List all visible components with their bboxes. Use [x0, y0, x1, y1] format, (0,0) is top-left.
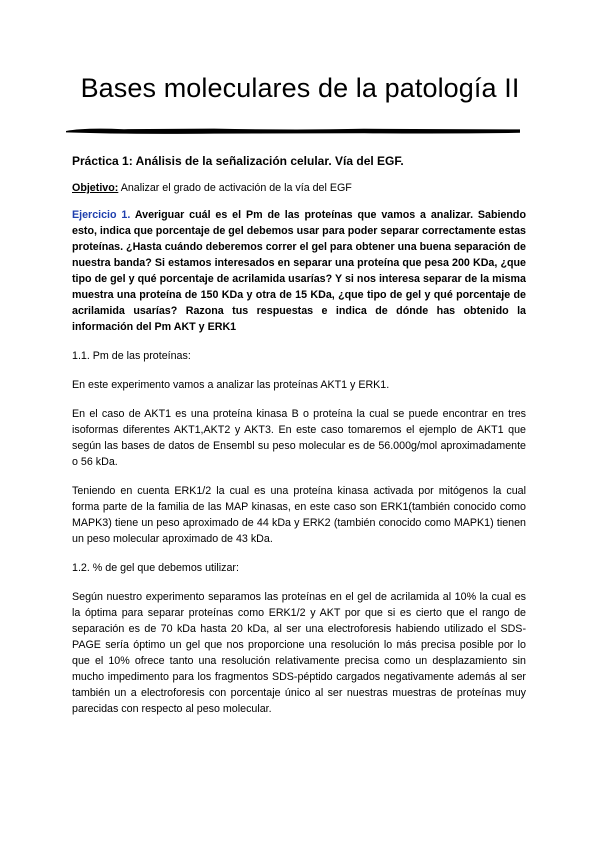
- practica-title: Práctica 1: Análisis de la señalización celular. Vía del EGF.: [72, 154, 404, 168]
- document-body: [72, 154, 526, 730]
- title-divider: [64, 127, 522, 135]
- ejercicio-text: Averiguar cuál es el Pm de las proteínas que vamos a analizar. Sabiendo esto, indica que porcentaje de gel debemos usar para poder separar correctamente estas proteínas. ¿Hasta cuándo deberemos correr el gel para obtener una buena separación de nuestra banda? Si estamos interesados en separar una proteína que pesa 200 KDa, ¿que tipo de gel y qué porcentaje de acrilamida usarías? Y si nos interesa separar de la misma muestra una proteína de 150 KDa y otra de 15 KDa, ¿que tipo de gel y qué porcentaje de acrilamida usarías? Razona tus respuestas e indica de dónde has obtenido la información del Pm AKT y ERK1: [72, 209, 526, 333]
- ejercicio-label: Ejercicio 1.: [72, 209, 131, 221]
- section-1-1-paragraph-3: Teniendo en cuenta ERK1/2 la cual es una proteína kinasa activada por mitógenos la cual forma parte de la familia de las MAP kinasas, en este caso son ERK1(también conocido como MAPK3) tiene un peso aproximado de 44 kDa y ERK2 (también conocido como MAPK1) tienen un peso molecular aproximado de 43 kDa.: [72, 485, 526, 545]
- objetivo-line: [72, 180, 526, 196]
- objetivo-label: Objetivo:: [72, 182, 119, 194]
- section-1-1-paragraph-2: En el caso de AKT1 es una proteína kinasa B o proteína la cual se puede encontrar en tres isoformas diferentes AKT1,AKT2 y AKT3. En este caso tomaremos el ejemplo de AKT1 que según las bases de datos de Ensembl su peso molecular es de 56.000g/mol aproximadamente o 56 kDa.: [72, 408, 526, 468]
- ejercicio-statement: [72, 207, 526, 335]
- section-1-2-paragraph-1: Según nuestro experimento separamos las proteínas en el gel de acrilamida al 10% la cual es la óptima para separar proteínas como ERK1/2 y AKT por que si es cierto que el rango de separación es de 70 kDa hasta 20 kDa, al ser una electroforesis habiendo utilizado el SDS-PAGE sería óptimo un gel que nos proporcione una resolución lo más precisa posible por lo que el 10% ofrece tanto una resolución relativamente precisa como un desplazamiento sin mucho impedimento para los fragmentos SDS-péptido cargados negativamente además al ser también un a electroforesis con porcentaje único al ser nuestras muestras de proteínas muy parecidas con respecto al peso molecular.: [72, 591, 526, 715]
- section-1-1-heading: 1.1. Pm de las proteínas:: [72, 350, 191, 362]
- document-title: Bases moleculares de la patología II: [80, 73, 520, 103]
- section-1-1-paragraph-1: En este experimento vamos a analizar las proteínas AKT1 y ERK1.: [72, 379, 390, 391]
- objetivo-text: Analizar el grado de activación de la vía del EGF: [120, 182, 352, 194]
- section-1-2-heading: 1.2. % de gel que debemos utilizar:: [72, 562, 239, 574]
